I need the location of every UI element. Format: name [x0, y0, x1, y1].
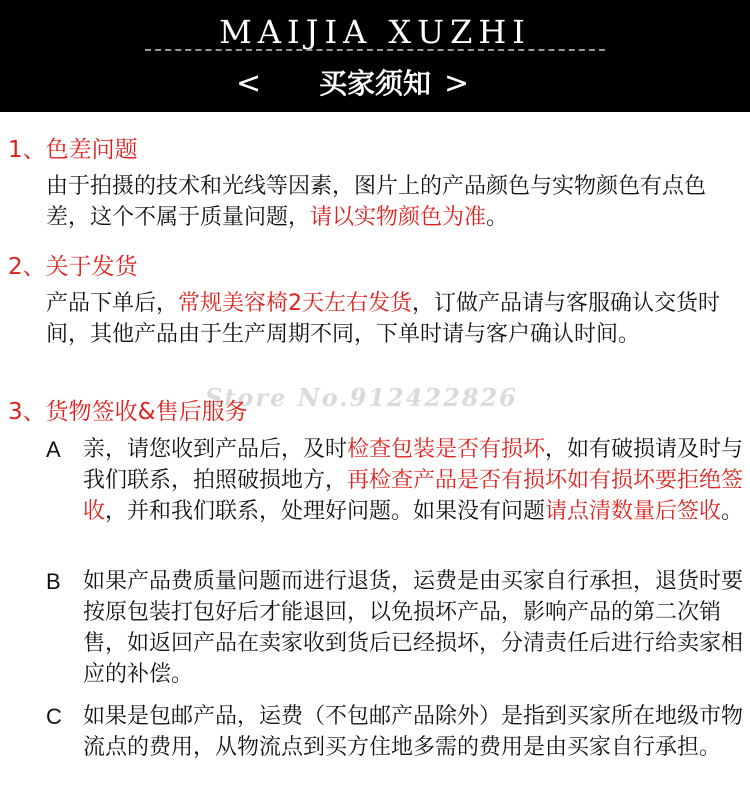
header-divider — [145, 49, 605, 51]
section-1-text-red: 请以实物颜色为准 — [310, 205, 487, 230]
header-title: MAIJIA XUZHI — [219, 13, 531, 51]
chevron-left-icon: < — [236, 66, 262, 101]
section-1-title: 1、色差问题 — [8, 137, 138, 163]
section-2-text-a: 产品下单后， — [46, 291, 179, 316]
section-1-text-b: 。 — [486, 205, 509, 230]
item-c-text: 如果是包邮产品，运费（不包邮产品除外）是指到买家所在地级市物流点的费用，从物流点到买方住地多需的费用是由买家自行承担。 — [83, 704, 744, 760]
item-a-r1: 检查包装是否有损坏 — [347, 437, 546, 462]
item-a-r2: 再检查产品是否有损坏如有损坏要拒绝签收 — [83, 468, 744, 524]
section-1-text-a: 由于拍摄的技术和光线等因素，图片上的产品颜色与实物颜色有点色差，这个不属于质量问题， — [46, 174, 707, 230]
section-2-text — [46, 288, 746, 350]
chevron-right-icon: > — [444, 66, 470, 101]
section-1-text — [46, 171, 746, 233]
header-banner — [0, 0, 750, 112]
item-a-t3: ，并和我们联系，处理好问题。如果没有问题 — [105, 499, 546, 524]
item-a-t1: 亲，请您收到产品后，及时 — [83, 437, 348, 462]
section-2-title: 2、关于发货 — [8, 254, 138, 280]
section-2-text-red: 常规美容椅2天左右发货 — [178, 291, 413, 316]
item-a-r3: 请点清数量后签收 — [545, 499, 722, 524]
item-a-letter: A — [46, 437, 61, 462]
header-subtitle: 买家须知 — [318, 67, 431, 100]
item-a-text — [83, 434, 746, 527]
item-b-letter: B — [46, 569, 61, 594]
store-watermark: Store No.912422826 — [205, 383, 518, 412]
section-3-title: 3、货物签收&售后服务 — [8, 399, 248, 425]
item-a-t2: ，如有破损请及时与我们联系，拍照破损地方， — [83, 437, 744, 493]
item-c-letter: C — [46, 704, 62, 729]
section-2-text-b: ，订做产品请与客服确认交货时间，其他产品由于生产周期不同，下单时请与客户确认时间。 — [46, 291, 721, 347]
item-a-t4: 。 — [721, 499, 744, 524]
item-b-text: 如果产品费质量问题而进行退货，运费是由买家自行承担，退货时要按原包装打包好后才能退回，以免损坏产品，影响产品的第二次销售，如返回产品在卖家收到货后已经损坏，分清责任后进行给卖家相应的补偿。 — [83, 569, 744, 687]
